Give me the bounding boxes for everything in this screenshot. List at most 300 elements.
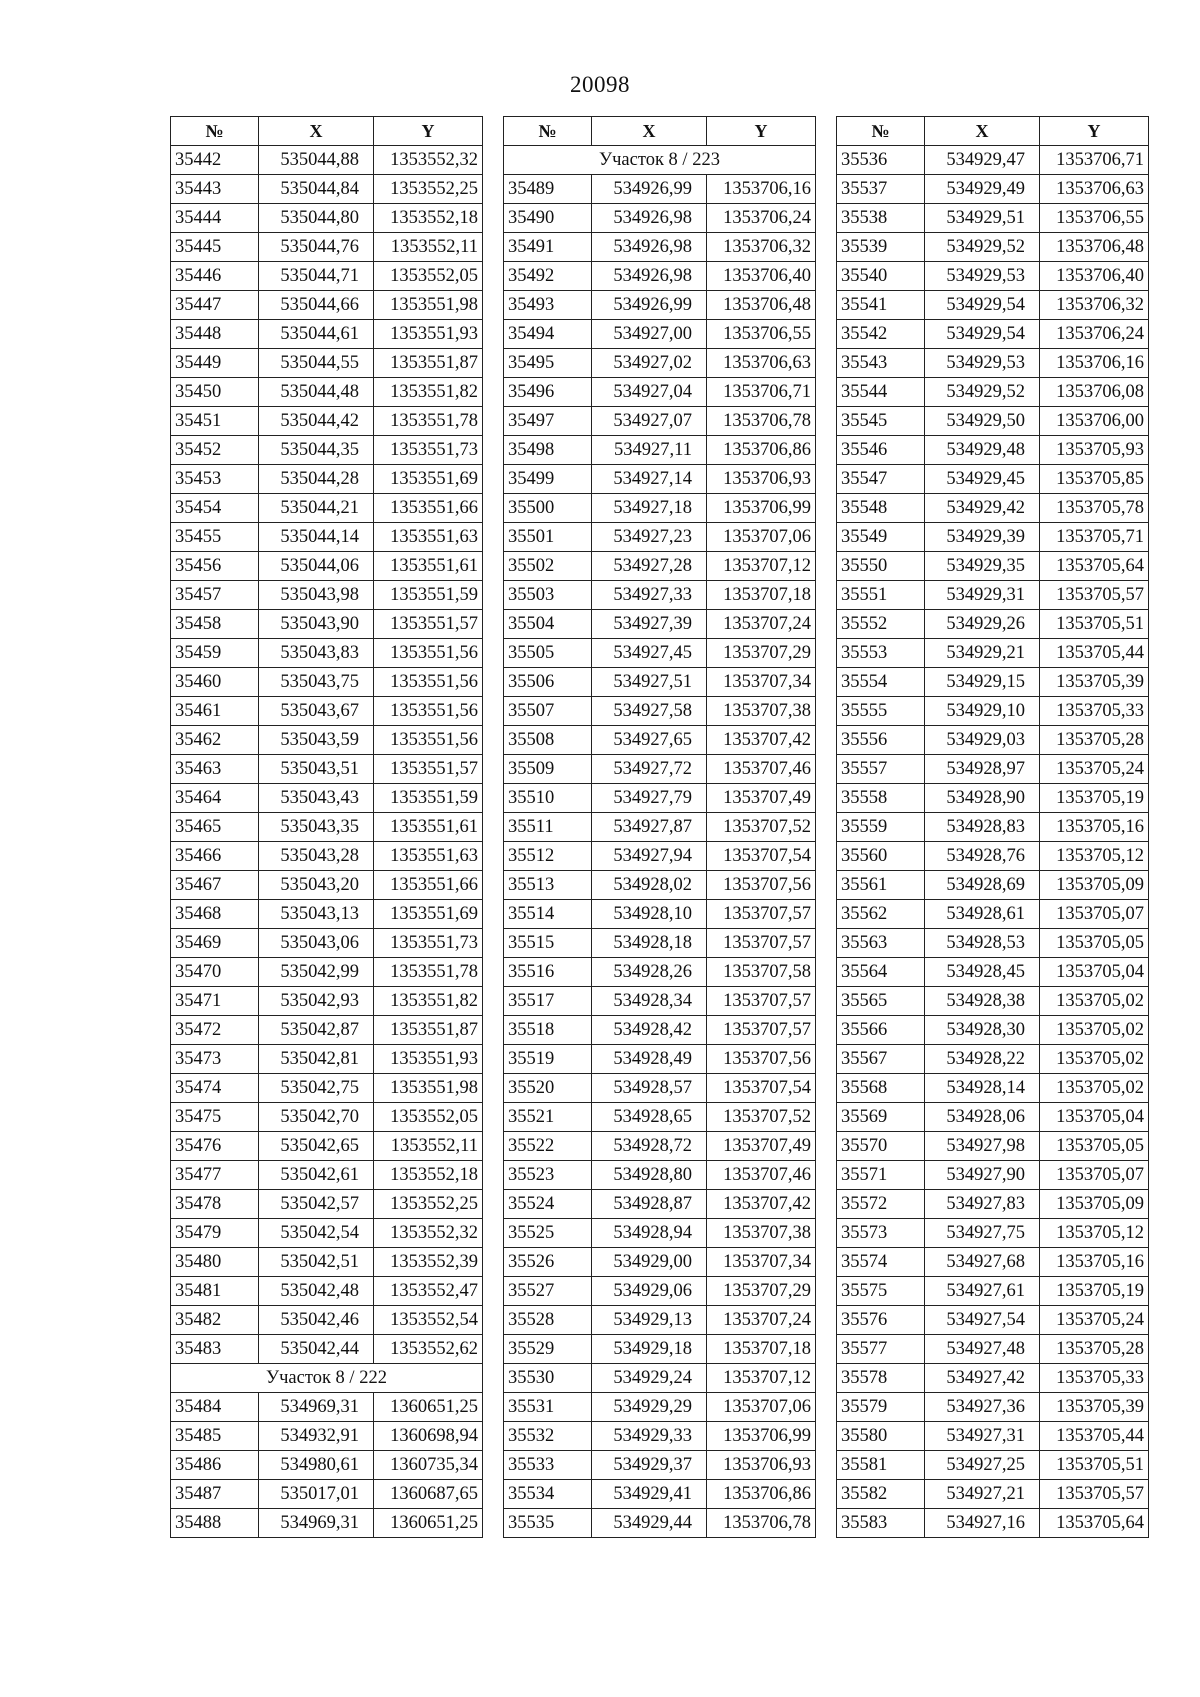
table-row <box>504 1248 816 1277</box>
x-coordinate: 534927,68 <box>925 1248 1040 1277</box>
table-row <box>504 581 816 610</box>
x-coordinate: 534928,65 <box>592 1103 707 1132</box>
point-number: 35550 <box>837 552 925 581</box>
y-coordinate: 1353551,56 <box>374 668 483 697</box>
column-header-x: X <box>592 117 707 146</box>
point-number: 35468 <box>171 900 259 929</box>
table-row <box>504 1422 816 1451</box>
x-coordinate: 534928,76 <box>925 842 1040 871</box>
y-coordinate: 1353552,39 <box>374 1248 483 1277</box>
x-coordinate: 535044,21 <box>259 494 374 523</box>
y-coordinate: 1353552,25 <box>374 175 483 204</box>
table-row <box>171 1393 483 1422</box>
y-coordinate: 1353552,11 <box>374 233 483 262</box>
point-number: 35505 <box>504 639 592 668</box>
x-coordinate: 534929,52 <box>925 378 1040 407</box>
y-coordinate: 1360698,94 <box>374 1422 483 1451</box>
point-number: 35539 <box>837 233 925 262</box>
table-row <box>504 755 816 784</box>
x-coordinate: 535043,35 <box>259 813 374 842</box>
x-coordinate: 534927,51 <box>592 668 707 697</box>
table-row <box>504 871 816 900</box>
point-number: 35533 <box>504 1451 592 1480</box>
x-coordinate: 535042,51 <box>259 1248 374 1277</box>
x-coordinate: 534927,58 <box>592 697 707 726</box>
y-coordinate: 1353551,73 <box>374 436 483 465</box>
x-coordinate: 534928,34 <box>592 987 707 1016</box>
column-header-number: № <box>171 117 259 146</box>
y-coordinate: 1353705,09 <box>1040 871 1149 900</box>
y-coordinate: 1353551,57 <box>374 755 483 784</box>
point-number: 35552 <box>837 610 925 639</box>
point-number: 35451 <box>171 407 259 436</box>
x-coordinate: 534928,38 <box>925 987 1040 1016</box>
table-row <box>837 1393 1149 1422</box>
point-number: 35563 <box>837 929 925 958</box>
x-coordinate: 534927,25 <box>925 1451 1040 1480</box>
y-coordinate: 1353551,69 <box>374 465 483 494</box>
table-row <box>171 668 483 697</box>
table-row <box>837 552 1149 581</box>
point-number: 35499 <box>504 465 592 494</box>
table-row <box>504 958 816 987</box>
y-coordinate: 1353707,57 <box>707 1016 816 1045</box>
table-row <box>504 494 816 523</box>
y-coordinate: 1353706,32 <box>707 233 816 262</box>
table-row <box>504 175 816 204</box>
y-coordinate: 1353705,16 <box>1040 1248 1149 1277</box>
table-row <box>171 1132 483 1161</box>
x-coordinate: 534927,00 <box>592 320 707 349</box>
y-coordinate: 1353705,19 <box>1040 1277 1149 1306</box>
x-coordinate: 534928,61 <box>925 900 1040 929</box>
table-row <box>171 610 483 639</box>
point-number: 35478 <box>171 1190 259 1219</box>
point-number: 35551 <box>837 581 925 610</box>
point-number: 35534 <box>504 1480 592 1509</box>
point-number: 35528 <box>504 1306 592 1335</box>
y-coordinate: 1353551,66 <box>374 871 483 900</box>
x-coordinate: 535043,67 <box>259 697 374 726</box>
x-coordinate: 535042,48 <box>259 1277 374 1306</box>
table-row <box>837 1219 1149 1248</box>
table-row <box>171 436 483 465</box>
x-coordinate: 535042,99 <box>259 958 374 987</box>
column-header-y: Y <box>707 117 816 146</box>
y-coordinate: 1353705,93 <box>1040 436 1149 465</box>
x-coordinate: 534927,02 <box>592 349 707 378</box>
x-coordinate: 534929,53 <box>925 349 1040 378</box>
x-coordinate: 534927,42 <box>925 1364 1040 1393</box>
y-coordinate: 1353707,38 <box>707 697 816 726</box>
point-number: 35500 <box>504 494 592 523</box>
x-coordinate: 535042,57 <box>259 1190 374 1219</box>
point-number: 35453 <box>171 465 259 494</box>
x-coordinate: 534929,52 <box>925 233 1040 262</box>
point-number: 35480 <box>171 1248 259 1277</box>
x-coordinate: 534929,39 <box>925 523 1040 552</box>
point-number: 35454 <box>171 494 259 523</box>
point-number: 35567 <box>837 1045 925 1074</box>
y-coordinate: 1353706,71 <box>707 378 816 407</box>
point-number: 35477 <box>171 1161 259 1190</box>
y-coordinate: 1353705,07 <box>1040 900 1149 929</box>
point-number: 35526 <box>504 1248 592 1277</box>
table-row <box>837 1074 1149 1103</box>
point-number: 35562 <box>837 900 925 929</box>
x-coordinate: 534927,11 <box>592 436 707 465</box>
x-coordinate: 534926,99 <box>592 175 707 204</box>
point-number: 35575 <box>837 1277 925 1306</box>
x-coordinate: 534929,24 <box>592 1364 707 1393</box>
table-row <box>171 726 483 755</box>
table-row <box>171 1016 483 1045</box>
x-coordinate: 534927,98 <box>925 1132 1040 1161</box>
point-number: 35535 <box>504 1509 592 1538</box>
x-coordinate: 534927,94 <box>592 842 707 871</box>
point-number: 35442 <box>171 146 259 175</box>
table-row <box>837 494 1149 523</box>
table-row <box>504 1161 816 1190</box>
x-coordinate: 534927,61 <box>925 1277 1040 1306</box>
y-coordinate: 1353707,42 <box>707 726 816 755</box>
table-row <box>837 1277 1149 1306</box>
point-number: 35458 <box>171 610 259 639</box>
table-row <box>171 146 483 175</box>
x-coordinate: 534927,65 <box>592 726 707 755</box>
x-coordinate: 534929,50 <box>925 407 1040 436</box>
table-row <box>504 1132 816 1161</box>
y-coordinate: 1353706,86 <box>707 1480 816 1509</box>
point-number: 35525 <box>504 1219 592 1248</box>
table-row <box>837 726 1149 755</box>
x-coordinate: 534969,31 <box>259 1393 374 1422</box>
x-coordinate: 534928,57 <box>592 1074 707 1103</box>
point-number: 35568 <box>837 1074 925 1103</box>
point-number: 35449 <box>171 349 259 378</box>
x-coordinate: 535044,80 <box>259 204 374 233</box>
point-number: 35485 <box>171 1422 259 1451</box>
table-row <box>504 726 816 755</box>
y-coordinate: 1353705,19 <box>1040 784 1149 813</box>
y-coordinate: 1353706,78 <box>707 407 816 436</box>
x-coordinate: 534927,31 <box>925 1422 1040 1451</box>
y-coordinate: 1353707,58 <box>707 958 816 987</box>
table-row <box>171 639 483 668</box>
table-row <box>504 1393 816 1422</box>
point-number: 35577 <box>837 1335 925 1364</box>
table-row <box>837 262 1149 291</box>
point-number: 35519 <box>504 1045 592 1074</box>
x-coordinate: 534927,72 <box>592 755 707 784</box>
y-coordinate: 1353705,24 <box>1040 1306 1149 1335</box>
table-row <box>837 697 1149 726</box>
y-coordinate: 1353707,57 <box>707 929 816 958</box>
y-coordinate: 1353705,02 <box>1040 987 1149 1016</box>
table-row <box>837 407 1149 436</box>
point-number: 35496 <box>504 378 592 407</box>
table-row <box>504 842 816 871</box>
table-row <box>837 1335 1149 1364</box>
x-coordinate: 534929,41 <box>592 1480 707 1509</box>
point-number: 35492 <box>504 262 592 291</box>
table-row <box>171 1074 483 1103</box>
x-coordinate: 534927,07 <box>592 407 707 436</box>
table-row <box>504 291 816 320</box>
table-row <box>837 349 1149 378</box>
table-row <box>504 1016 816 1045</box>
point-number: 35512 <box>504 842 592 871</box>
y-coordinate: 1353552,32 <box>374 146 483 175</box>
y-coordinate: 1353552,62 <box>374 1335 483 1364</box>
x-coordinate: 535044,88 <box>259 146 374 175</box>
table-row <box>504 1480 816 1509</box>
y-coordinate: 1353705,02 <box>1040 1045 1149 1074</box>
table-row <box>171 813 483 842</box>
y-coordinate: 1353705,16 <box>1040 813 1149 842</box>
table-row <box>837 1045 1149 1074</box>
y-coordinate: 1353707,57 <box>707 987 816 1016</box>
y-coordinate: 1353705,44 <box>1040 1422 1149 1451</box>
point-number: 35541 <box>837 291 925 320</box>
y-coordinate: 1353706,99 <box>707 1422 816 1451</box>
x-coordinate: 534929,26 <box>925 610 1040 639</box>
section-row <box>171 1364 483 1393</box>
point-number: 35556 <box>837 726 925 755</box>
x-coordinate: 535043,06 <box>259 929 374 958</box>
table-row <box>837 233 1149 262</box>
y-coordinate: 1353706,93 <box>707 1451 816 1480</box>
x-coordinate: 534926,99 <box>592 291 707 320</box>
point-number: 35579 <box>837 1393 925 1422</box>
table-row <box>837 987 1149 1016</box>
y-coordinate: 1353706,78 <box>707 1509 816 1538</box>
y-coordinate: 1353705,05 <box>1040 1132 1149 1161</box>
point-number: 35470 <box>171 958 259 987</box>
y-coordinate: 1353551,66 <box>374 494 483 523</box>
table-row <box>837 465 1149 494</box>
table-row <box>171 1219 483 1248</box>
y-coordinate: 1353705,02 <box>1040 1074 1149 1103</box>
y-coordinate: 1353551,73 <box>374 929 483 958</box>
point-number: 35574 <box>837 1248 925 1277</box>
y-coordinate: 1353706,40 <box>707 262 816 291</box>
y-coordinate: 1353552,18 <box>374 1161 483 1190</box>
point-number: 35446 <box>171 262 259 291</box>
point-number: 35491 <box>504 233 592 262</box>
table-row <box>837 204 1149 233</box>
table-row <box>504 900 816 929</box>
table-row <box>837 1451 1149 1480</box>
y-coordinate: 1353707,29 <box>707 639 816 668</box>
y-coordinate: 1353551,87 <box>374 349 483 378</box>
x-coordinate: 534929,54 <box>925 320 1040 349</box>
point-number: 35569 <box>837 1103 925 1132</box>
y-coordinate: 1353707,49 <box>707 1132 816 1161</box>
point-number: 35555 <box>837 697 925 726</box>
table-row <box>504 436 816 465</box>
table-row <box>504 378 816 407</box>
x-coordinate: 534927,54 <box>925 1306 1040 1335</box>
x-coordinate: 534929,53 <box>925 262 1040 291</box>
table-row <box>171 1509 483 1538</box>
y-coordinate: 1353707,34 <box>707 668 816 697</box>
x-coordinate: 534928,83 <box>925 813 1040 842</box>
y-coordinate: 1353551,82 <box>374 378 483 407</box>
x-coordinate: 534927,83 <box>925 1190 1040 1219</box>
y-coordinate: 1353707,49 <box>707 784 816 813</box>
y-coordinate: 1353705,02 <box>1040 1016 1149 1045</box>
point-number: 35448 <box>171 320 259 349</box>
y-coordinate: 1353706,71 <box>1040 146 1149 175</box>
table-row <box>171 697 483 726</box>
point-number: 35501 <box>504 523 592 552</box>
y-coordinate: 1353707,12 <box>707 552 816 581</box>
table-row <box>171 755 483 784</box>
y-coordinate: 1353706,55 <box>1040 204 1149 233</box>
table-row <box>837 668 1149 697</box>
point-number: 35489 <box>504 175 592 204</box>
table-row <box>171 1277 483 1306</box>
table-row <box>504 987 816 1016</box>
y-coordinate: 1353551,61 <box>374 552 483 581</box>
x-coordinate: 535044,84 <box>259 175 374 204</box>
point-number: 35542 <box>837 320 925 349</box>
section-row <box>504 146 816 175</box>
y-coordinate: 1353705,04 <box>1040 1103 1149 1132</box>
table-row <box>837 1190 1149 1219</box>
y-coordinate: 1353551,56 <box>374 697 483 726</box>
table-row <box>837 813 1149 842</box>
section-title: Участок 8 / 223 <box>504 146 816 175</box>
point-number: 35511 <box>504 813 592 842</box>
y-coordinate: 1353705,24 <box>1040 755 1149 784</box>
x-coordinate: 534929,47 <box>925 146 1040 175</box>
table-row <box>837 1132 1149 1161</box>
y-coordinate: 1353552,05 <box>374 1103 483 1132</box>
table-row <box>171 1161 483 1190</box>
point-number: 35537 <box>837 175 925 204</box>
table-row <box>504 233 816 262</box>
x-coordinate: 534929,21 <box>925 639 1040 668</box>
y-coordinate: 1353705,33 <box>1040 697 1149 726</box>
x-coordinate: 534927,39 <box>592 610 707 639</box>
y-coordinate: 1353551,61 <box>374 813 483 842</box>
y-coordinate: 1353706,16 <box>707 175 816 204</box>
x-coordinate: 535044,35 <box>259 436 374 465</box>
table-row <box>837 1161 1149 1190</box>
y-coordinate: 1353705,64 <box>1040 1509 1149 1538</box>
point-number: 35522 <box>504 1132 592 1161</box>
y-coordinate: 1353707,54 <box>707 842 816 871</box>
point-number: 35523 <box>504 1161 592 1190</box>
x-coordinate: 534929,15 <box>925 668 1040 697</box>
point-number: 35578 <box>837 1364 925 1393</box>
x-coordinate: 535044,42 <box>259 407 374 436</box>
x-coordinate: 534927,79 <box>592 784 707 813</box>
y-coordinate: 1353705,05 <box>1040 929 1149 958</box>
table-row <box>837 320 1149 349</box>
x-coordinate: 535044,06 <box>259 552 374 581</box>
point-number: 35570 <box>837 1132 925 1161</box>
point-number: 35450 <box>171 378 259 407</box>
x-coordinate: 535044,55 <box>259 349 374 378</box>
x-coordinate: 534929,10 <box>925 697 1040 726</box>
point-number: 35513 <box>504 871 592 900</box>
x-coordinate: 534928,42 <box>592 1016 707 1045</box>
y-coordinate: 1353707,52 <box>707 813 816 842</box>
x-coordinate: 534929,33 <box>592 1422 707 1451</box>
x-coordinate: 535042,44 <box>259 1335 374 1364</box>
point-number: 35559 <box>837 813 925 842</box>
table-row <box>171 958 483 987</box>
y-coordinate: 1353706,48 <box>1040 233 1149 262</box>
y-coordinate: 1353552,18 <box>374 204 483 233</box>
x-coordinate: 534927,23 <box>592 523 707 552</box>
coordinates-table-3 <box>836 116 1148 1538</box>
table-row <box>504 1451 816 1480</box>
point-number: 35466 <box>171 842 259 871</box>
y-coordinate: 1353552,05 <box>374 262 483 291</box>
page-number: 20098 <box>570 72 630 97</box>
point-number: 35456 <box>171 552 259 581</box>
x-coordinate: 535042,54 <box>259 1219 374 1248</box>
point-number: 35557 <box>837 755 925 784</box>
x-coordinate: 534928,80 <box>592 1161 707 1190</box>
x-coordinate: 535043,43 <box>259 784 374 813</box>
y-coordinate: 1353705,39 <box>1040 668 1149 697</box>
table-row <box>504 320 816 349</box>
y-coordinate: 1353707,42 <box>707 1190 816 1219</box>
y-coordinate: 1353705,57 <box>1040 581 1149 610</box>
point-number: 35455 <box>171 523 259 552</box>
point-number: 35509 <box>504 755 592 784</box>
x-coordinate: 534929,42 <box>925 494 1040 523</box>
point-number: 35583 <box>837 1509 925 1538</box>
y-coordinate: 1353552,54 <box>374 1306 483 1335</box>
x-coordinate: 534926,98 <box>592 233 707 262</box>
y-coordinate: 1353707,38 <box>707 1219 816 1248</box>
point-number: 35571 <box>837 1161 925 1190</box>
y-coordinate: 1353551,63 <box>374 523 483 552</box>
x-coordinate: 535044,66 <box>259 291 374 320</box>
x-coordinate: 534928,87 <box>592 1190 707 1219</box>
x-coordinate: 534927,28 <box>592 552 707 581</box>
y-coordinate: 1353705,12 <box>1040 1219 1149 1248</box>
point-number: 35580 <box>837 1422 925 1451</box>
x-coordinate: 535044,71 <box>259 262 374 291</box>
y-coordinate: 1353551,56 <box>374 726 483 755</box>
table-row <box>837 1364 1149 1393</box>
table-row <box>171 1335 483 1364</box>
y-coordinate: 1353551,98 <box>374 1074 483 1103</box>
x-coordinate: 534927,90 <box>925 1161 1040 1190</box>
point-number: 35482 <box>171 1306 259 1335</box>
table-row <box>837 1248 1149 1277</box>
y-coordinate: 1353705,28 <box>1040 726 1149 755</box>
column-header-y: Y <box>374 117 483 146</box>
y-coordinate: 1360651,25 <box>374 1509 483 1538</box>
table-row <box>504 1103 816 1132</box>
x-coordinate: 535042,65 <box>259 1132 374 1161</box>
y-coordinate: 1353707,29 <box>707 1277 816 1306</box>
table-row <box>504 1364 816 1393</box>
x-coordinate: 534927,45 <box>592 639 707 668</box>
y-coordinate: 1353552,32 <box>374 1219 483 1248</box>
table-row <box>171 320 483 349</box>
y-coordinate: 1353705,85 <box>1040 465 1149 494</box>
y-coordinate: 1353706,08 <box>1040 378 1149 407</box>
